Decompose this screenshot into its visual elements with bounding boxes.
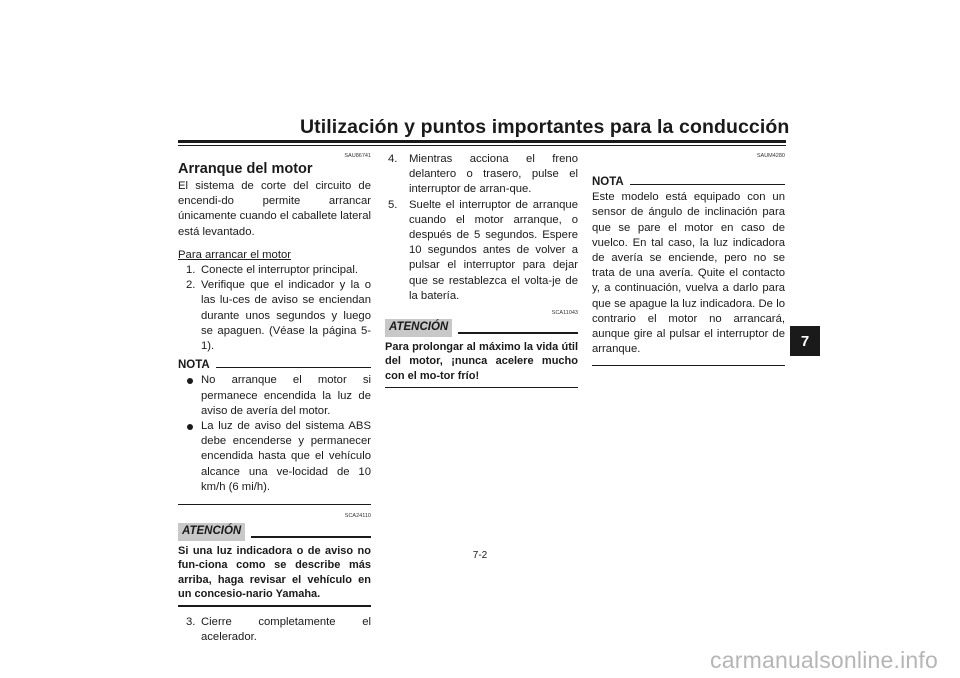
note-end-rule xyxy=(592,365,785,366)
warning-end-rule xyxy=(385,387,578,389)
step-text: Conecte el interruptor principal. xyxy=(201,264,358,277)
step-text: Suelte el interruptor de arranque cuando el motor arranque, o después de 5 segundos. Espere 10 segundos antes de volver a pulsar el interruptor para dejar que se restablezca el volta-je de la batería. xyxy=(409,198,578,302)
warning-header xyxy=(178,523,371,541)
note-rule xyxy=(630,184,785,185)
section-code: SAUM4280 xyxy=(756,153,785,159)
section-heading: Arranque del motor xyxy=(178,161,313,177)
column-2 xyxy=(385,152,578,388)
warning-text: Para prolongar al máximo la vida útil del motor, ¡nunca acelere mucho con el mo-tor frío! xyxy=(385,341,578,382)
warning-code: SCA11043 xyxy=(551,310,578,317)
header-rule xyxy=(178,140,786,143)
step-item xyxy=(385,152,578,198)
page-title: Utilización y puntos importantes para la conducción xyxy=(300,116,790,138)
bullet-icon xyxy=(187,378,193,384)
note-label: NOTA xyxy=(178,359,210,372)
step-text: Verifique que el indicador y la o las lu-ces de aviso se enciendan durante unos segundos y luego se apaguen. (Véase la página 5-1). xyxy=(201,279,371,353)
note-header xyxy=(592,175,785,190)
step-number: 2. xyxy=(186,279,196,292)
note-label: NOTA xyxy=(592,176,624,188)
step-number: 5. xyxy=(388,198,398,211)
note-bullet xyxy=(178,419,371,495)
warning-code: SCA24110 xyxy=(344,513,371,520)
page-number: 7-2 xyxy=(472,550,488,561)
section-code: SAU86741 xyxy=(344,153,371,159)
warning-text: Si una luz indicadora o de aviso no fun-ciona como se describe más arriba, haga revisar el vehículo en un concesio-nario Yamaha. xyxy=(178,545,371,600)
warning-header xyxy=(385,319,578,337)
note-end-rule xyxy=(178,504,371,505)
chapter-tab: 7 xyxy=(790,326,820,356)
intro-paragraph: El sistema de corte del circuito de encendi-do permite arrancar únicamente cuando el caballete lateral está levantado. xyxy=(178,180,371,238)
warning-badge: ATENCIÓN xyxy=(178,523,245,541)
step-number: 4. xyxy=(388,153,398,165)
note-text: Este modelo está equipado con un sensor de ángulo de inclinación para que se pare el motor en caso de vuelco. En tal caso, la luz indicadora de avería se enciende, pero no se trata de una avería. Quite el contacto y, a continuación, vuelva a darlo para que se apague la luz indicadora. De lo contrario el motor no arrancará, aunque gire al pulsar el interruptor de arranque. xyxy=(592,191,785,356)
step-item xyxy=(178,615,371,645)
warning-badge: ATENCIÓN xyxy=(385,319,452,337)
watermark: carmanualsonline.info xyxy=(710,647,938,673)
step-item xyxy=(385,198,578,304)
column-1 xyxy=(178,152,371,645)
bullet-text: No arranque el motor si permanece encendida la luz de aviso de avería del motor. xyxy=(201,374,371,417)
warning-rule xyxy=(458,332,578,334)
warning-end-rule xyxy=(178,605,371,607)
step-number: 3. xyxy=(186,615,196,628)
note-header xyxy=(178,358,371,373)
step-item xyxy=(178,263,371,278)
procedure-title: Para arrancar el motor xyxy=(178,248,292,261)
step-number: 1. xyxy=(186,264,196,277)
column-3 xyxy=(592,152,785,366)
note-bullet xyxy=(178,373,371,419)
step-text: Cierre completamente el acelerador. xyxy=(201,615,371,643)
step-item xyxy=(178,278,371,354)
bullet-text: La luz de aviso del sistema ABS debe encenderse y permanecer encendida hasta que el vehículo alcance una ve-locidad de 10 km/h (6 mi/h). xyxy=(201,420,371,493)
header-rule-thin xyxy=(178,145,786,146)
bullet-icon xyxy=(187,424,193,430)
note-rule xyxy=(216,367,371,368)
warning-rule xyxy=(251,536,371,538)
step-text: Mientras acciona el freno delantero o trasero, pulse el interruptor de arran-que. xyxy=(409,153,578,196)
